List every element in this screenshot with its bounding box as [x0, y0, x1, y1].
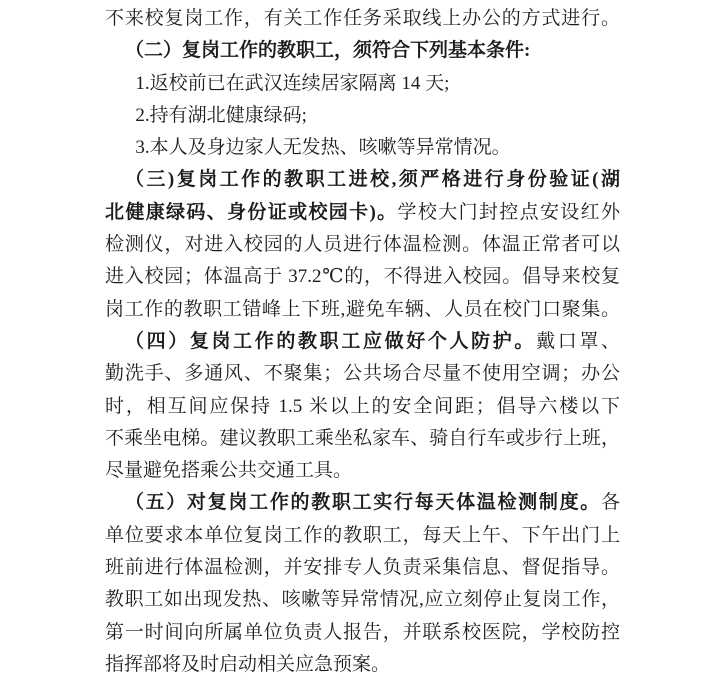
- text-line: [105, 3, 620, 35]
- text-segment: 3.本人及身边家人无发热、咳嗽等异常情况。: [135, 137, 511, 159]
- text-segment: 进入校园；体温高于 37.2℃的，不得进入校园。倡导来校复: [105, 266, 620, 288]
- text-line: [105, 35, 620, 67]
- text-line: [105, 423, 620, 455]
- text-segment: 1.返校前已在武汉连续居家隔离 14 天;: [135, 72, 450, 94]
- document-body: [105, 3, 620, 681]
- text-line: [105, 164, 620, 196]
- text-segment: 检测仪，对进入校园的人员进行体温检测。体温正常者可以: [105, 234, 620, 256]
- bold-text-segment: （三)复岗工作的教职工进校,须严格进行身份验证(湖: [124, 169, 620, 191]
- text-line: [105, 584, 620, 616]
- bold-text-segment: （五）对复岗工作的教职工实行每天体温检测制度。: [124, 492, 601, 514]
- text-line: [105, 455, 620, 487]
- text-line: [105, 326, 620, 358]
- text-line: [105, 552, 620, 584]
- text-line: [105, 132, 620, 164]
- text-line: [105, 68, 620, 100]
- text-segment: 指挥部将及时启动相关应急预案。: [105, 653, 391, 675]
- text-line: [105, 229, 620, 261]
- text-line: [105, 261, 620, 293]
- text-segment: 班前进行体温检测，并安排专人负责采集信息、督促指导。: [105, 557, 620, 579]
- text-line: [105, 197, 620, 229]
- text-segment: 戴口罩、: [536, 330, 620, 352]
- text-segment: 尽量避免搭乘公共交通工具。: [105, 460, 353, 482]
- bold-text-segment: （四）复岗工作的教职工应做好个人防护。: [124, 330, 537, 352]
- text-segment: 第一时间向所属单位负责人报告，并联系校医院，学校防控: [105, 621, 620, 643]
- text-line: [105, 100, 620, 132]
- text-line: [105, 391, 620, 423]
- text-line: [105, 487, 620, 519]
- bold-text-segment: （二）复岗工作的教职工，须符合下列基本条件:: [124, 40, 531, 62]
- text-segment: 单位要求本单位复岗工作的教职工，每天上午、下午出门上: [105, 524, 620, 546]
- text-segment: 学校大门封控点安设红外: [397, 201, 620, 223]
- text-segment: 时，相互间应保持 1.5 米以上的安全间距；倡导六楼以下: [105, 395, 620, 417]
- text-line: [105, 649, 620, 681]
- text-segment: 2.持有湖北健康绿码;: [135, 104, 307, 126]
- text-segment: 各: [600, 492, 620, 514]
- text-segment: 勤洗手、多通风、不聚集；公共场合尽量不使用空调；办公: [105, 363, 620, 385]
- text-line: [105, 294, 620, 326]
- text-segment: 教职工如出现发热、咳嗽等异常情况,应立刻停止复岗工作，: [105, 589, 620, 611]
- text-line: [105, 520, 620, 552]
- text-line: [105, 617, 620, 649]
- text-segment: 不来校复岗工作，有关工作任务采取线上办公的方式进行。: [105, 8, 620, 29]
- text-segment: 岗工作的教职工错峰上下班,避免车辆、人员在校门口聚集。: [105, 298, 620, 320]
- text-segment: 不乘坐电梯。建议教职工乘坐私家车、骑自行车或步行上班，: [105, 427, 620, 449]
- bold-text-segment: 北健康绿码、身份证或校园卡)。: [105, 201, 398, 223]
- text-line: [105, 358, 620, 390]
